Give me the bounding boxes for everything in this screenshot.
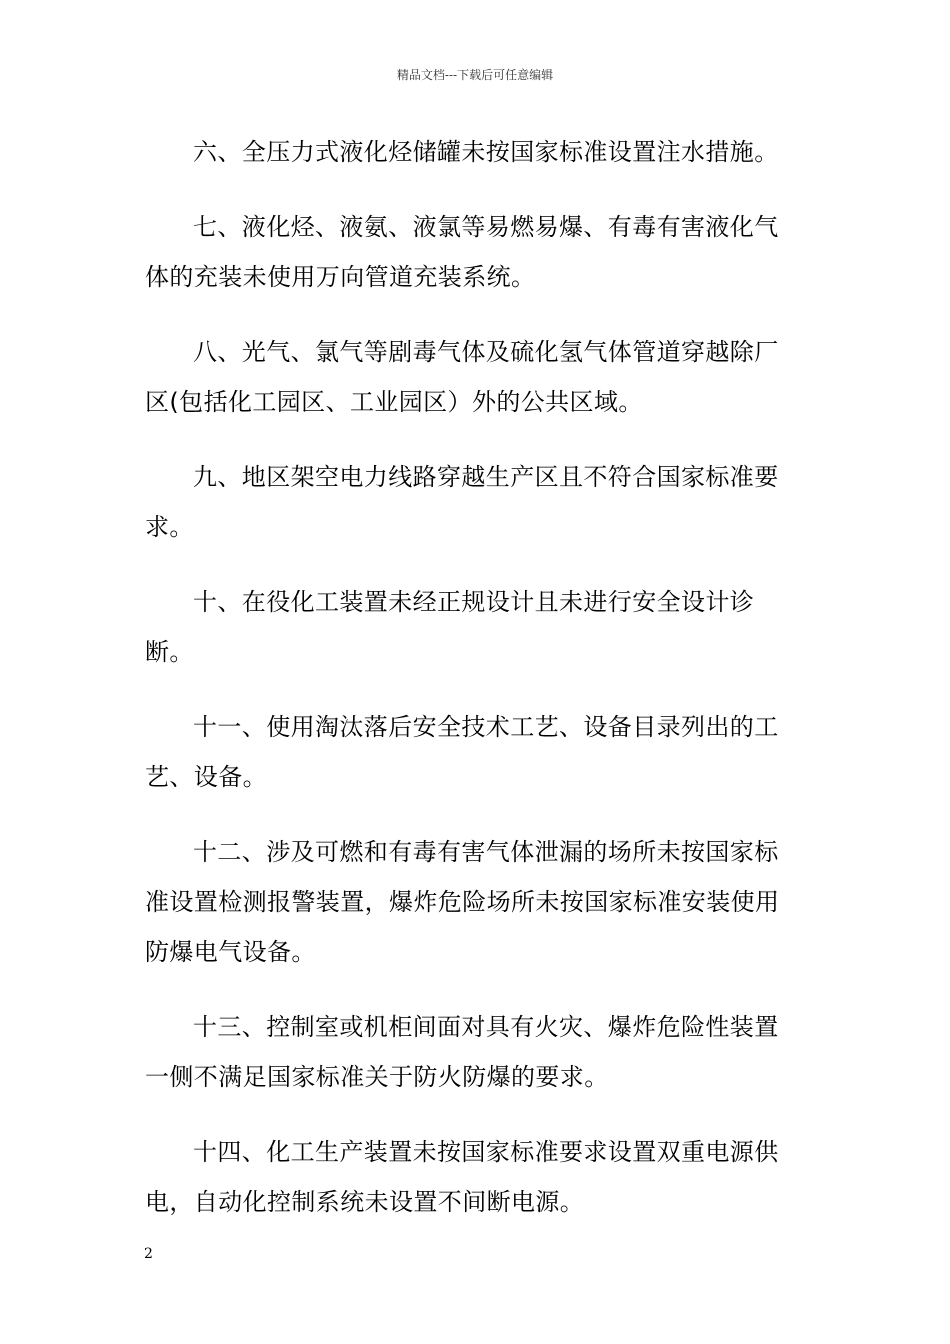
paragraph-item-6: 六、全压力式液化烃储罐未按国家标准设置注水措施。 <box>193 138 779 166</box>
paragraph-item-9: 九、地区架空电力线路穿越生产区且不符合国家标准要求。 <box>145 463 779 541</box>
paragraph-item-14: 十四、化工生产装置未按国家标准要求设置双重电源供电，自动化控制系统未设置不间断电源。 <box>145 1138 779 1216</box>
paragraph-item-12: 十二、涉及可燃和有毒有害气体泄漏的场所未按国家标准设置检测报警装置，爆炸危险场所未按国家标准安装使用防爆电气设备。 <box>145 838 780 966</box>
document-body <box>145 127 795 1252</box>
page-number: 2 <box>144 1246 153 1262</box>
page-header: 精品文档---下载后可任意编辑 <box>396 68 554 82</box>
paragraph-item-7: 七、液化烃、液氨、液氯等易燃易爆、有毒有害液化气体的充装未使用万向管道充装系统。 <box>145 213 779 291</box>
paragraph-item-10: 十、在役化工装置未经正规设计且未进行安全设计诊断。 <box>145 588 755 666</box>
paragraph-item-11: 十一、使用淘汰落后安全技术工艺、设备目录列出的工艺、设备。 <box>145 713 779 791</box>
paragraph-item-8: 八、光气、氯气等剧毒气体及硫化氢气体管道穿越除厂区(包括化工园区、工业园区）外的公共区域。 <box>145 338 779 416</box>
paragraph-item-13: 十三、控制室或机柜间面对具有火灾、爆炸危险性装置一侧不满足国家标准关于防火防爆的要求。 <box>145 1013 779 1091</box>
